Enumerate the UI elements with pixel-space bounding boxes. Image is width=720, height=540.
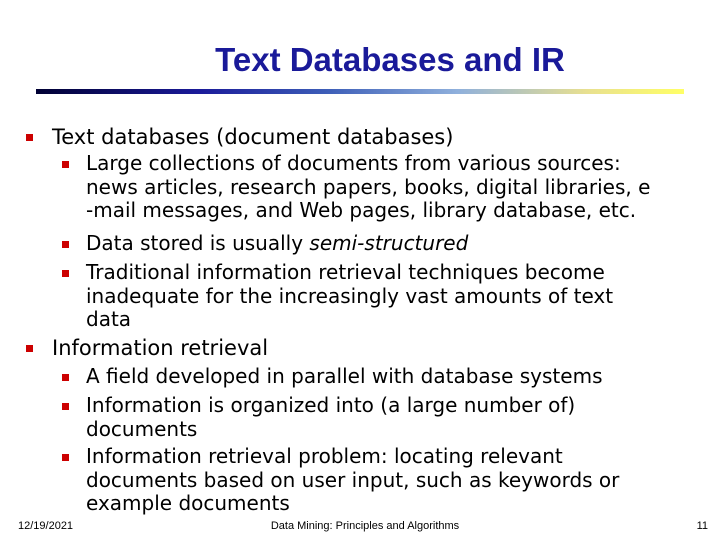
square-bullet-icon — [62, 241, 69, 248]
square-bullet-icon — [62, 270, 69, 277]
sub-bullet-text: Data stored is usually semi-structured — [86, 231, 469, 255]
square-bullet-icon — [62, 374, 69, 381]
sub-bullet-text: Information is organized into (a large number of) documents — [86, 393, 576, 441]
square-bullet-icon — [26, 134, 33, 141]
title-underline-rule — [36, 89, 684, 94]
bullet-text: Information retrieval — [52, 336, 269, 360]
footer-title: Data Mining: Principles and Algorithms — [270, 520, 460, 532]
footer-date: 12/19/2021 — [18, 520, 74, 532]
square-bullet-icon — [62, 454, 69, 461]
bullet-text: Text databases (document databases) — [52, 125, 454, 149]
emphasis-text: semi-structured — [309, 231, 469, 255]
square-bullet-icon — [26, 345, 33, 352]
sub-bullet-text: Traditional information retrieval techniques become inadequate for the increasingly vast amounts of text data — [86, 260, 614, 331]
sub-bullet-text: Large collections of documents from various sources: news articles, research papers, books, digital libraries, e -mail messages, and Web pages, library database, etc. — [86, 151, 651, 222]
footer-page-number: 11 — [696, 520, 708, 532]
slide-title: Text Databases and IR — [215, 41, 565, 78]
sub-bullet-text: A field developed in parallel with database systems — [86, 364, 603, 388]
sub-bullet-text: Information retrieval problem: locating relevant documents based on user input, such as keywords or example documents — [86, 444, 620, 515]
square-bullet-icon — [62, 161, 69, 168]
square-bullet-icon — [62, 403, 69, 410]
